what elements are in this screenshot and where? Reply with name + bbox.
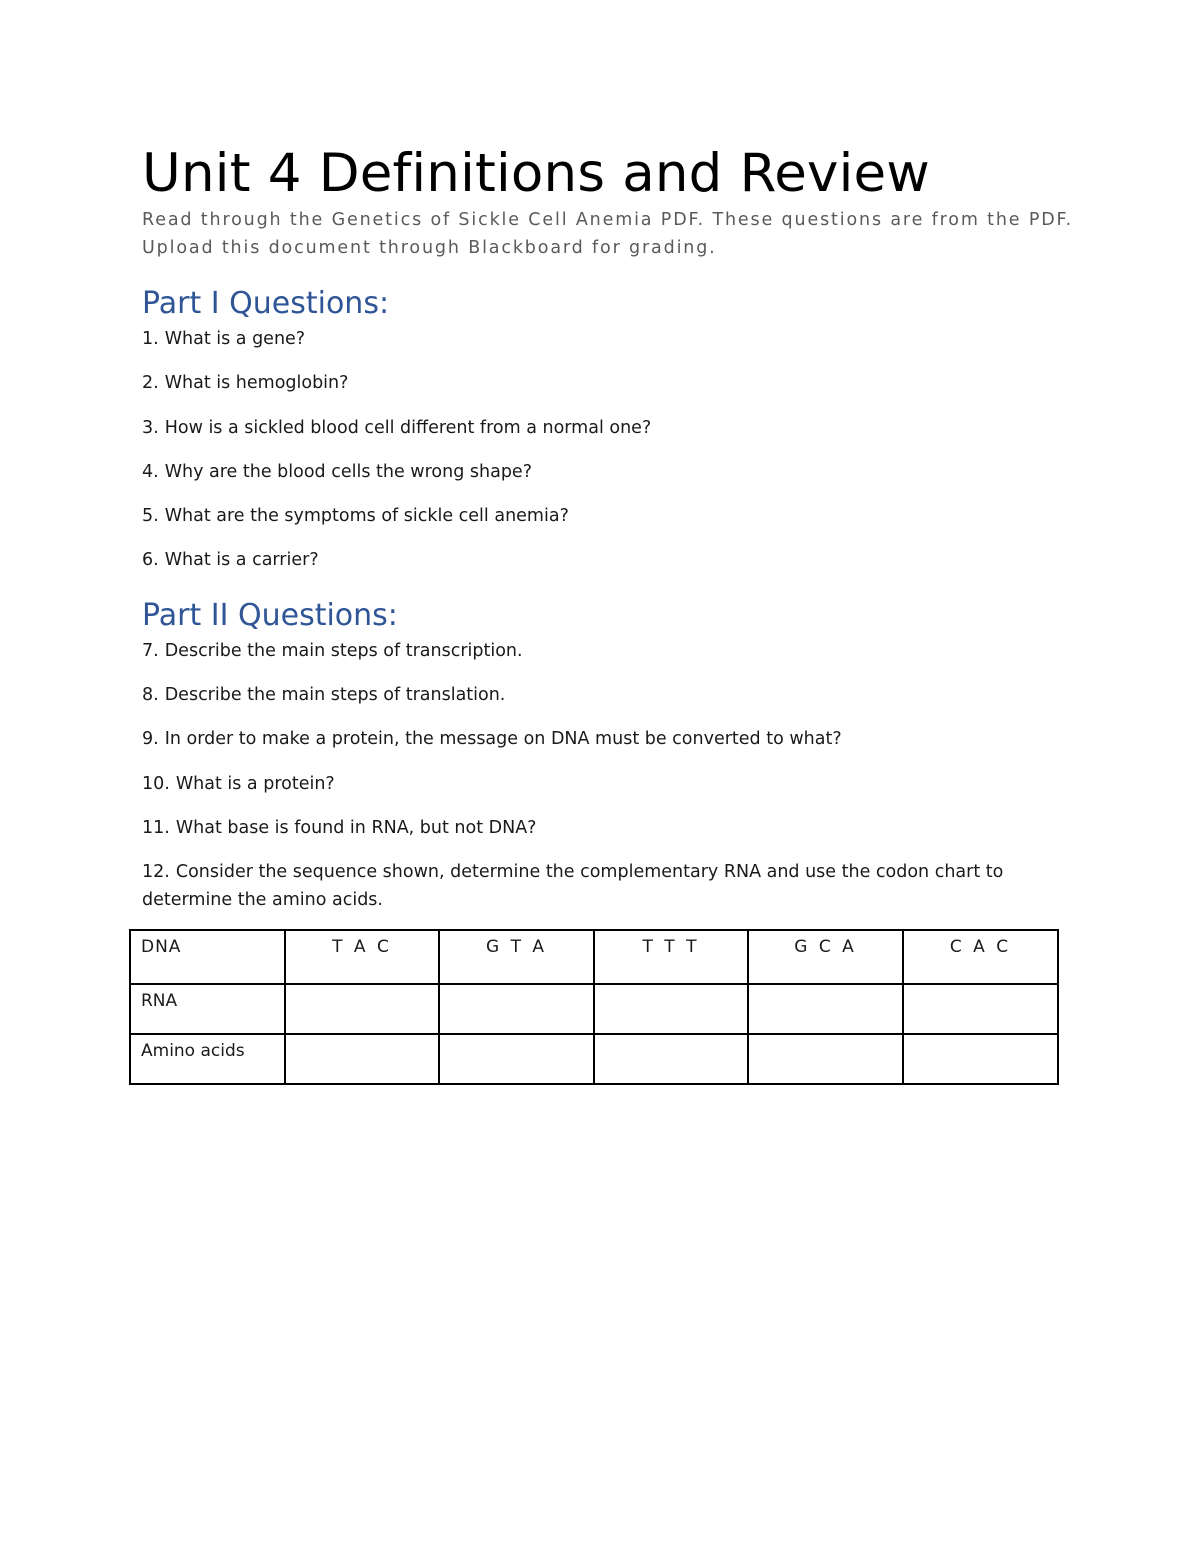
amino-acid-answer-cell[interactable] [594,1034,748,1084]
question-item [142,414,651,442]
question-item [142,546,319,574]
question-text: Consider the sequence shown, determine the complementary RNA and use the codon chart to [175,862,1004,882]
question-item [142,681,505,709]
question-number: 9. [142,729,159,749]
question-text: What is hemoglobin? [164,373,349,393]
subtitle-line-1: Read through the Genetics of Sickle Cell Anemia PDF. These questions are from the PDF. [142,210,1074,230]
question-text: In order to make a protein, the message on DNA must be converted to what? [164,729,842,749]
dna-codon-cell: T T T [594,930,748,984]
question-text: Describe the main steps of translation. [164,685,506,705]
amino-acid-answer-cell[interactable] [439,1034,594,1084]
question-number: 6. [142,550,159,570]
part-1-heading: Part I Questions: [142,286,390,321]
question-item [142,725,842,753]
question-item [142,369,348,397]
rna-answer-cell[interactable] [285,984,439,1034]
subtitle-line-2: Upload this document through Blackboard for grading. [142,238,717,258]
question-text: What is a carrier? [164,550,319,570]
question-number: 2. [142,373,159,393]
question-item [142,637,523,665]
question-item [142,458,532,486]
codon-table [129,929,1059,1085]
part-2-heading: Part II Questions: [142,598,398,633]
amino-acid-answer-cell[interactable] [285,1034,439,1084]
dna-codon-cell: T A C [285,930,439,984]
question-text: How is a sickled blood cell different from a normal one? [164,418,652,438]
dna-codon-cell: C A C [903,930,1058,984]
question-text: Describe the main steps of transcription. [164,641,523,661]
question-number: 12. [142,862,170,882]
row-label-dna: DNA [130,930,285,984]
question-item [142,770,335,798]
row-label-rna: RNA [130,984,285,1034]
question-item [142,814,536,842]
question-item [142,502,569,530]
question-item-continuation [142,886,383,914]
question-text: determine the amino acids. [142,890,383,910]
question-text: What is a gene? [164,329,306,349]
question-item [142,325,305,353]
rna-answer-cell[interactable] [594,984,748,1034]
table-row-dna [130,930,1058,984]
amino-acid-answer-cell[interactable] [903,1034,1058,1084]
question-text: What base is found in RNA, but not DNA? [175,818,537,838]
question-number: 3. [142,418,159,438]
question-text: Why are the blood cells the wrong shape? [164,462,532,482]
question-number: 4. [142,462,159,482]
rna-answer-cell[interactable] [439,984,594,1034]
question-text: What is a protein? [175,774,335,794]
rna-answer-cell[interactable] [903,984,1058,1034]
question-number: 8. [142,685,159,705]
document-title: Unit 4 Definitions and Review [142,143,930,204]
rna-answer-cell[interactable] [748,984,903,1034]
row-label-amino-acids: Amino acids [130,1034,285,1084]
table-row-amino-acids [130,1034,1058,1084]
question-number: 10. [142,774,170,794]
amino-acid-answer-cell[interactable] [748,1034,903,1084]
question-number: 11. [142,818,170,838]
question-number: 7. [142,641,159,661]
table-row-rna [130,984,1058,1034]
dna-codon-cell: G T A [439,930,594,984]
question-number: 1. [142,329,159,349]
question-number: 5. [142,506,159,526]
question-item [142,858,1003,886]
question-text: What are the symptoms of sickle cell anemia? [164,506,569,526]
document-subtitle [142,206,1073,262]
dna-codon-cell: G C A [748,930,903,984]
